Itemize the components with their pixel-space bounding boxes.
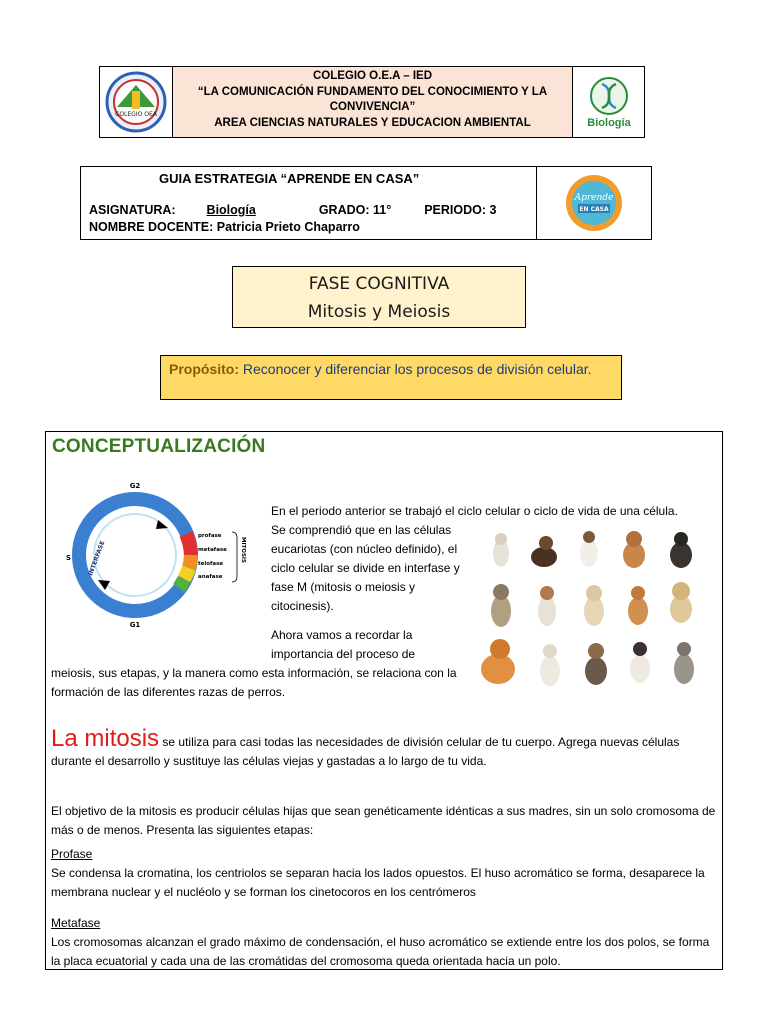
svg-text:anafase: anafase xyxy=(198,574,223,580)
profase-section xyxy=(51,845,716,902)
phase-subtitle: Mitosis y Meiosis xyxy=(307,302,451,322)
conceptualization-section xyxy=(45,431,723,970)
svg-text:telofase: telofase xyxy=(198,561,224,567)
svg-text:COLEGIO OEA: COLEGIO OEA xyxy=(115,111,157,118)
biology-logo xyxy=(574,67,644,137)
area-name: AREA CIENCIAS NATURALES Y EDUCACION AMBIENTAL xyxy=(214,116,531,129)
mitosis-paragraph xyxy=(51,725,716,771)
school-motto-line2: CONVIVENCIA” xyxy=(329,101,416,113)
dog-breeds-collage xyxy=(474,529,710,699)
teacher-name: NOMBRE DOCENTE: Patricia Prieto Chaparro xyxy=(89,220,360,234)
svg-text:metafase: metafase xyxy=(198,547,227,553)
dna-globe-icon xyxy=(589,76,629,116)
school-logo xyxy=(100,67,173,137)
svg-text:Aprende: Aprende xyxy=(574,193,614,203)
purpose-text: Reconocer y diferenciar los procesos de división celular. xyxy=(239,361,592,377)
svg-text:MITOSIS: MITOSIS xyxy=(240,537,246,563)
purpose-box xyxy=(160,355,622,400)
purpose-label: Propósito: xyxy=(169,361,239,377)
biology-logo-text: Biología xyxy=(587,116,631,129)
metafase-title: Metafase xyxy=(51,916,101,930)
phase-title: FASE COGNITIVA xyxy=(308,274,450,294)
subject-label: ASIGNATURA: xyxy=(89,203,176,217)
svg-text:S: S xyxy=(66,554,72,562)
svg-text:G2: G2 xyxy=(129,482,141,490)
recall-part1: Ahora vamos a recordar la importancia del proceso de xyxy=(271,628,416,661)
mitosis-heading: La mitosis xyxy=(51,725,160,752)
school-name: COLEGIO O.E.A – IED xyxy=(312,70,433,82)
school-motto-line1: “LA COMUNICACIÓN FUNDAMENTO DEL CONOCIMIENTO Y LA xyxy=(197,85,548,98)
svg-text:G1: G1 xyxy=(129,621,141,629)
recall-part2: meiosis, sus etapas, y la manera como esta información, se relaciona con la formación de las diferentes razas de perros. xyxy=(51,666,457,699)
metafase-section xyxy=(51,914,716,971)
section-heading: CONCEPTUALIZACIÓN xyxy=(52,436,266,457)
profase-text: Se condensa la cromatina, los centriolos se separan hacia los lados opuestos. El huso acromático se forma, desaparece la membrana nuclear y el nucléolo y se forman los cinetocoros en los centrómeros xyxy=(51,866,705,899)
intro-line1: En el periodo anterior se trabajó el ciclo celular o ciclo de vida de una célula. xyxy=(271,504,678,518)
aprende-en-casa-icon xyxy=(564,173,624,233)
metafase-text: Los cromosomas alcanzan el grado máximo de condensación, el huso acromático se extiende entre los dos polos, se forma la placa ecuatorial y cada una de las cromátidas del cromosoma queda orientada hacia un polo. xyxy=(51,935,710,968)
school-crest-icon xyxy=(105,71,167,133)
phase-title-box xyxy=(232,266,526,328)
guide-info xyxy=(81,167,537,239)
cell-cycle-diagram xyxy=(60,480,270,630)
objective-paragraph: El objetivo de la mitosis es producir células hijas que sean genéticamente idénticas a sus madres, sin un solo cromosoma de más o de menos. Presenta las siguientes etapas: xyxy=(51,804,716,837)
mitosis-text: se utiliza para casi todas las necesidades de división celular de tu cuerpo. Agrega nuevas células durante el desarrollo y sustituye las células viejas y gastadas a lo largo de tu vida. xyxy=(51,735,680,768)
school-header xyxy=(99,66,645,138)
aprende-en-casa-badge xyxy=(537,167,651,239)
profase-title: Profase xyxy=(51,847,93,861)
dog-photos-icon xyxy=(474,529,710,699)
school-info xyxy=(173,67,573,137)
grade: GRADO: 11° xyxy=(318,203,392,217)
guide-title: GUIA ESTRATEGIA “APRENDE EN CASA” xyxy=(159,171,420,186)
svg-text:INTERFASE: INTERFASE xyxy=(87,539,107,577)
intro-rest: Se comprendió que en las células eucariotas (con núcleo definido), el ciclo celular se divide en interfase y fase M (mitosis o meiosis y citocinesis). xyxy=(271,523,460,613)
subject-row xyxy=(89,203,496,217)
guide-header xyxy=(80,166,652,240)
subject-value: Biología xyxy=(206,203,256,217)
svg-text:profase: profase xyxy=(198,533,222,539)
svg-text:EN CASA: EN CASA xyxy=(579,206,609,213)
period: PERIODO: 3 xyxy=(424,203,497,217)
